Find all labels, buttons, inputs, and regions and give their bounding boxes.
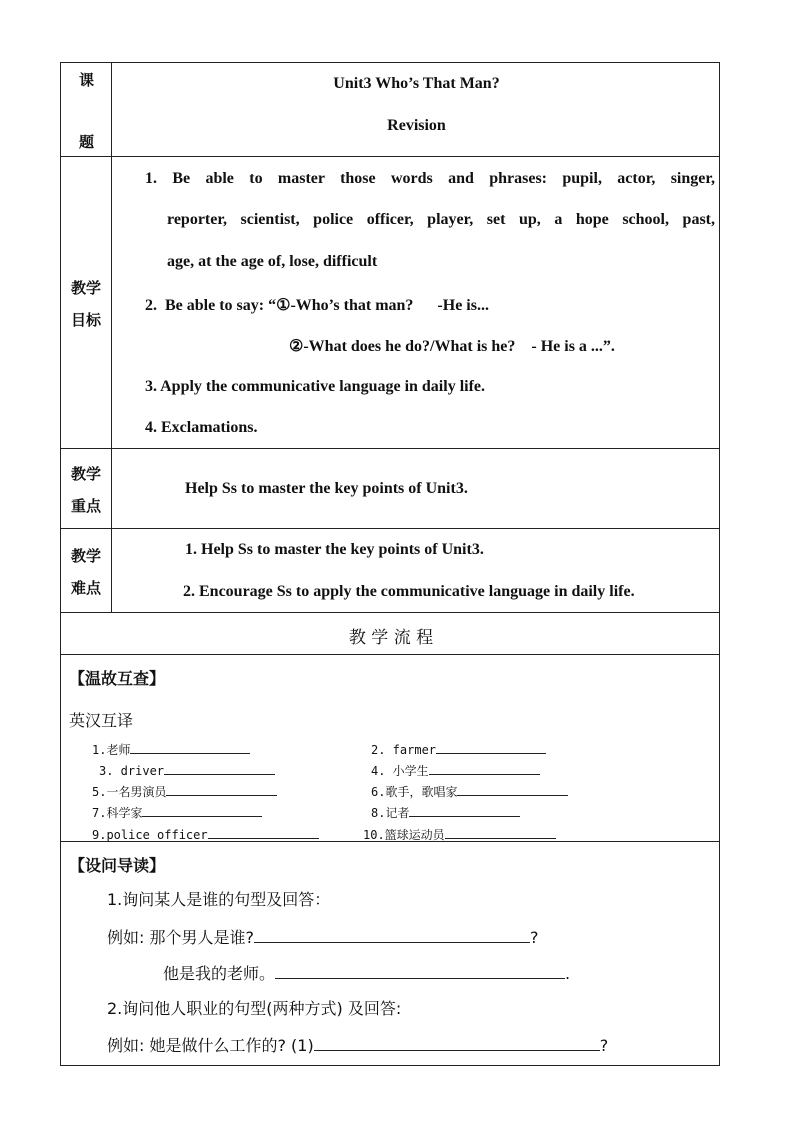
vocab-blank-7[interactable] (142, 804, 262, 817)
question-1: 1.询问某人是谁的句型及回答： (107, 890, 331, 909)
vocab-blank-8[interactable] (409, 804, 520, 817)
row-divider (61, 448, 719, 449)
objective-3: 3. Apply the communicative language in daily life. (145, 378, 486, 395)
vocab-item-9: 9.police officer (92, 826, 319, 842)
vocab-item-8: 8.记者 (371, 804, 520, 821)
vocab-item-10: 10.篮球运动员 (363, 826, 556, 843)
row-divider (61, 528, 719, 529)
objective-2-line-1: 2. Be able to say: “①-Who’s that man? -He is... (145, 297, 489, 314)
label-column-divider (111, 63, 112, 612)
vocab-item-5: 5.一名男演员 (92, 783, 277, 800)
vocab-item-3: 3. driver (99, 762, 275, 778)
row-divider (61, 156, 719, 157)
answer-blank-3[interactable] (314, 1036, 600, 1051)
key-points-text: Help Ss to master the key points of Unit3. (185, 480, 468, 497)
question-1-answer: 他是我的老师。 . (163, 964, 571, 983)
vocab-blank-1[interactable] (130, 741, 250, 754)
lesson-title: Unit3 Who’s That Man? (333, 75, 500, 92)
lesson-plan-table (60, 62, 720, 1066)
difficulty-1: 1. Help Ss to master the key points of Unit3. (185, 541, 484, 558)
difficulties-label-bottom: 难点 (71, 579, 102, 597)
vocab-blank-3[interactable] (164, 762, 275, 775)
vocab-item-6: 6.歌手，歌唱家 (371, 783, 568, 800)
answer-blank-2[interactable] (275, 964, 565, 979)
objective-4: 4. Exclamations. (145, 419, 258, 436)
key-points-label-top: 教学 (71, 465, 102, 483)
difficulty-2: 2. Encourage Ss to apply the communicative language in daily life. (183, 583, 635, 600)
row-divider (61, 654, 719, 655)
question-2-example: 例如: 她是做什么工作的? (1) ? (107, 1036, 609, 1055)
process-title: 教 学 流 程 (348, 628, 434, 648)
lesson-subtitle: Revision (387, 117, 446, 134)
objective-2-line-2: ②-What does he do?/What is he? - He is a ...”. (289, 338, 615, 355)
vocab-item-4: 4. 小学生 (371, 762, 540, 779)
vocab-item-7: 7.科学家 (92, 804, 262, 821)
guide-heading: 【设问导读】 (69, 856, 166, 875)
question-2: 2.询问他人职业的句型(两种方式) 及回答: (107, 999, 402, 1018)
question-1-example: 例如: 那个男人是谁? ? (107, 928, 539, 947)
objectives-label-top: 教学 (71, 279, 102, 297)
vocab-blank-4[interactable] (429, 762, 540, 775)
topic-label-bottom: 题 (79, 133, 95, 151)
vocab-blank-9[interactable] (208, 826, 319, 839)
vocab-blank-10[interactable] (445, 826, 556, 839)
answer-blank-1[interactable] (254, 928, 530, 943)
objectives-label-bottom: 目标 (71, 311, 102, 329)
vocab-item-2: 2. farmer (371, 741, 546, 757)
objective-1-line-1: 1. Be able to master those words and phrases: pupil, actor, singer, (145, 170, 715, 187)
key-points-label-bottom: 重点 (71, 497, 102, 515)
vocab-blank-6[interactable] (457, 783, 568, 796)
difficulties-label-top: 教学 (71, 547, 102, 565)
review-heading: 【温故互查】 (69, 669, 166, 688)
row-divider (61, 612, 719, 613)
objective-1-line-3: age, at the age of, lose, difficult (167, 253, 378, 270)
vocab-item-1: 1.老师 (92, 741, 250, 758)
objective-1-line-2: reporter, scientist, police officer, player, set up, a hope school, past, (167, 211, 715, 228)
topic-label-top: 课 (79, 71, 95, 89)
vocab-blank-5[interactable] (166, 783, 277, 796)
review-subheading: 英汉互译 (69, 711, 134, 730)
vocab-blank-2[interactable] (436, 741, 546, 754)
